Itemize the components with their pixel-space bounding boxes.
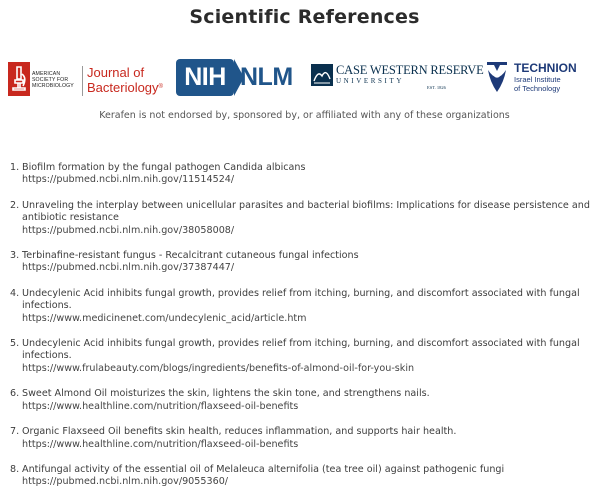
technion-subtitle-line-1: Israel Institute — [514, 75, 561, 84]
case-western-reserve-logo — [311, 63, 484, 97]
affiliation-disclaimer: Kerafen is not endorsed by, sponsored by, or affiliated with any of these organizations — [99, 110, 510, 121]
nlm-text: NLM — [240, 63, 293, 91]
reference-title: Biofilm formation by the fungal pathogen Candida albicans — [22, 162, 306, 173]
technion-emblem-icon — [484, 60, 510, 96]
nih-nlm-logo — [176, 59, 301, 99]
reference-url[interactable]: https://www.healthline.com/nutrition/flaxseed-oil-benefits — [22, 400, 299, 412]
reference-title: Sweet Almond Oil moisturizes the skin, lightens the skin tone, and strengthens nails. — [22, 388, 430, 400]
technion-name: TECHNION — [514, 61, 577, 75]
reference-url[interactable]: https://pubmed.ncbi.nlm.nih.gov/37387447/ — [22, 262, 235, 274]
reference-item — [0, 338, 609, 375]
reference-url[interactable]: https://www.healthline.com/nutrition/flaxseed-oil-benefits — [22, 438, 299, 450]
reference-item — [0, 200, 609, 237]
cwru-name: CASE WESTERN RESERVE — [336, 63, 484, 77]
reference-url[interactable]: https://pubmed.ncbi.nlm.nih.gov/9055360/ — [22, 476, 229, 488]
reference-title: Terbinafine-resistant fungus - Recalcitrant cutaneous fungal infections — [22, 250, 359, 262]
microscope-icon — [8, 62, 30, 96]
nih-mark: NIH — [176, 59, 234, 96]
logo-row — [0, 56, 609, 102]
reference-title: Antifungal activity of the essential oil of Melaleuca alternifolia (tea tree oil) against pathogenic fungi — [22, 463, 505, 475]
page-title: Scientific References — [189, 6, 420, 28]
technion-subtitle-line-2: of Technology — [514, 84, 561, 93]
reference-item — [0, 464, 609, 489]
reference-title: Undecylenic Acid inhibits fungal growth, provides relief from itching, burning, and discomfort associated with fungal infections. — [22, 287, 580, 312]
reference-title: Unraveling the interplay between unicellular parasites and bacterial biofilms: Implications for disease persistence and antibiotic resistance — [22, 199, 590, 224]
reference-item — [0, 426, 609, 451]
reference-title: Organic Flaxseed Oil benefits skin health, reduces inflammation, and supports hair health. — [22, 426, 457, 438]
asm-divider — [82, 66, 83, 96]
reference-number: 2. — [10, 199, 20, 211]
asm-org-name: AMERICAN SOCIETY FOR MICROBIOLOGY — [32, 71, 74, 89]
journal-line-2 — [87, 80, 163, 95]
reference-item — [0, 288, 609, 325]
asm-journal-of-bacteriology-logo — [8, 60, 168, 98]
reference-url[interactable]: https://pubmed.ncbi.nlm.nih.gov/38058008/ — [22, 224, 235, 236]
reference-item — [0, 162, 609, 187]
journal-line-1: Journal of — [87, 65, 145, 80]
reference-number: 4. — [10, 287, 20, 299]
reference-url[interactable]: https://pubmed.ncbi.nlm.nih.gov/11514524/ — [22, 174, 235, 186]
cwru-university: UNIVERSITY — [336, 77, 404, 85]
reference-number: 8. — [10, 463, 20, 475]
journal-line-2-text: Bacteriology — [87, 80, 159, 95]
reference-url[interactable]: https://www.medicinenet.com/undecylenic_acid/article.htm — [22, 312, 307, 324]
cwru-est: EST. 1826 — [427, 85, 446, 90]
technion-logo — [484, 59, 604, 99]
reference-number: 1. — [10, 162, 20, 173]
reference-number: 6. — [10, 388, 20, 400]
reference-item — [0, 388, 609, 413]
reference-number: 7. — [10, 426, 20, 438]
reference-number: 5. — [10, 338, 20, 350]
reference-list — [0, 162, 609, 489]
technion-subtitle — [514, 75, 561, 93]
journal-name — [87, 65, 163, 95]
reference-url[interactable]: https://www.frulabeauty.com/blogs/ingredients/benefits-of-almond-oil-for-you-skin — [22, 362, 415, 374]
cwru-shield-icon — [311, 64, 333, 86]
reference-title: Undecylenic Acid inhibits fungal growth, provides relief from itching, burning, and discomfort associated with fungal infections. — [22, 338, 580, 362]
reference-item — [0, 250, 609, 275]
registered-mark: ® — [158, 84, 163, 90]
reference-number: 3. — [10, 250, 20, 262]
